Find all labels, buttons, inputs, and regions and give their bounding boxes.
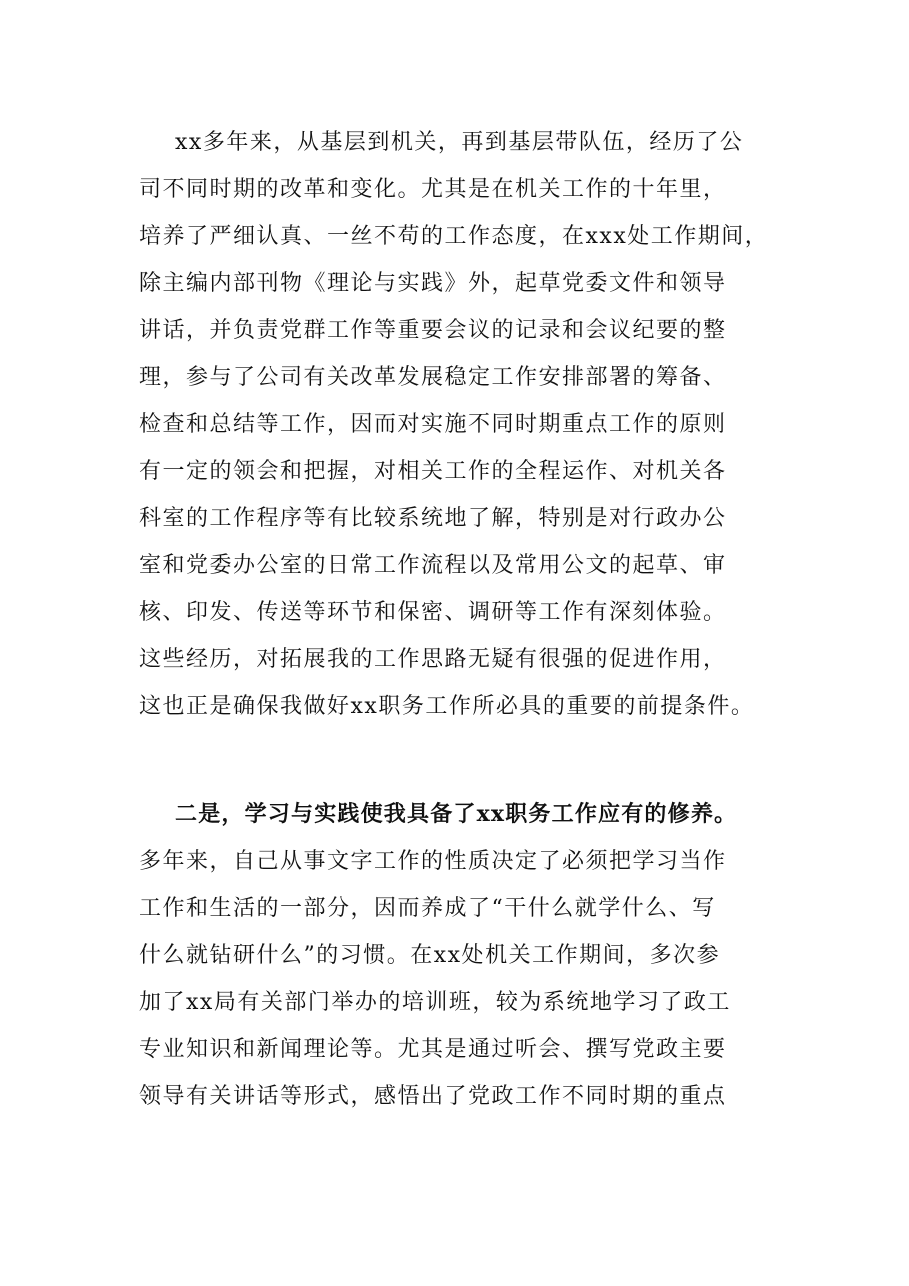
paragraph-line: 有一定的领会和把握，对相关工作的全程运作、对机关各 (139, 459, 727, 484)
paragraph-line: 这些经历，对拓展我的工作思路无疑有很强的促进作用， (139, 647, 727, 672)
paragraph-line: 检查和总结等工作，因而对实施不同时期重点工作的原则 (139, 412, 727, 437)
paragraph-line: 领导有关讲话等形式，感悟出了党政工作不同时期的重点 (139, 1084, 727, 1109)
paragraph-line: 理，参与了公司有关改革发展稳定工作安排部署的筹备、 (139, 365, 727, 390)
paragraph-line: 室和党委办公室的日常工作流程以及常用公文的起草、审 (139, 553, 727, 578)
paragraph-line: 除主编内部刊物《理论与实践》外，起草党委文件和领导 (139, 271, 727, 296)
paragraph-line: 什么就钻研什么”的习惯。在xx处机关工作期间，多次参 (139, 943, 721, 968)
paragraph-line: 这也正是确保我做好xx职务工作所必具的重要的前提条件。 (139, 694, 755, 719)
paragraph-line: 多年来，自己从事文字工作的性质决定了必须把学习当作 (139, 849, 727, 874)
paragraph-study-practice (139, 791, 779, 1120)
paragraph-line: 司不同时期的改革和变化。尤其是在机关工作的十年里， (139, 177, 727, 202)
paragraph-line: 核、印发、传送等环节和保密、调研等工作有深刻体验。 (139, 600, 727, 625)
paragraph-line: 培养了严细认真、一丝不苟的工作态度，在xxx处工作期间， (139, 224, 769, 249)
paragraph-line: 工作和生活的一部分，因而养成了“干什么就学什么、写 (139, 896, 716, 921)
section-heading: 二是，学习与实践使我具备了xx职务工作应有的修养。 (175, 801, 738, 827)
paragraph-experience (139, 119, 779, 730)
paragraph-line: 加了xx局有关部门举办的培训班，较为系统地学习了政工 (139, 990, 731, 1015)
paragraph-line: 专业知识和新闻理论等。尤其是通过听会、撰写党政主要 (139, 1037, 727, 1062)
paragraph-line: 科室的工作程序等有比较系统地了解，特别是对行政办公 (139, 506, 727, 531)
paragraph-line: 讲话，并负责党群工作等重要会议的记录和会议纪要的整 (139, 318, 727, 343)
paragraph-line: xx多年来，从基层到机关，再到基层带队伍，经历了公 (175, 130, 744, 155)
